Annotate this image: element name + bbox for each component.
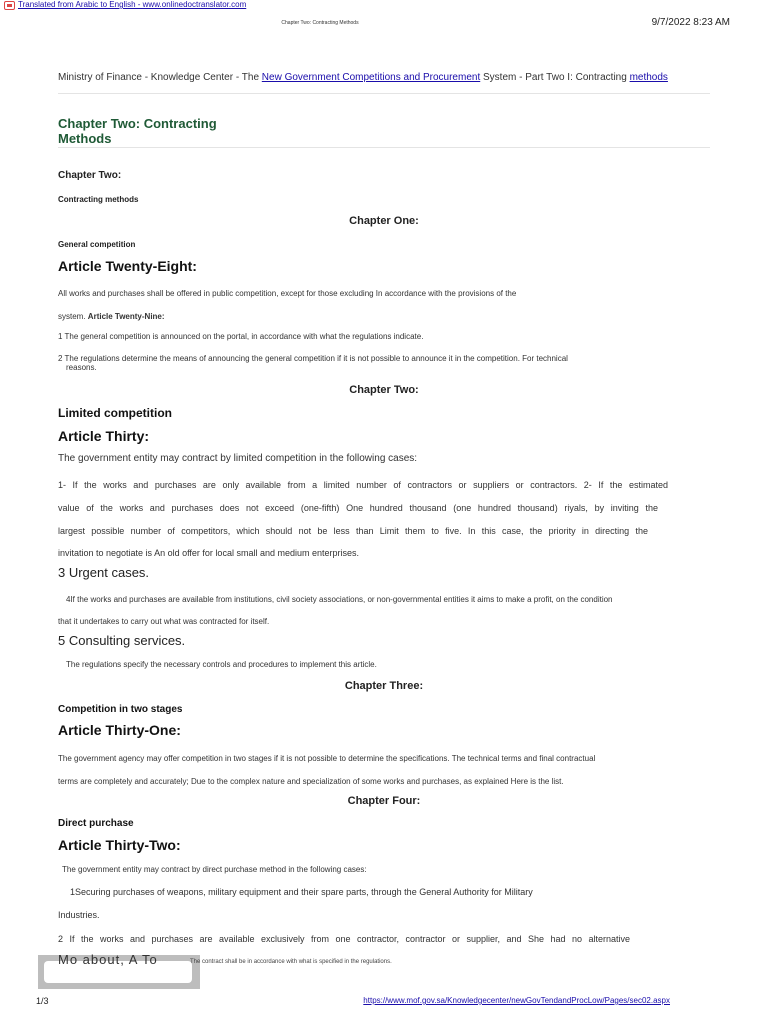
- chapter-three-heading: Chapter Three:: [344, 680, 424, 692]
- article-32-item-1: 1Securing purchases of weapons, military equipment and their spare parts, through the General Authority for Military: [70, 887, 533, 897]
- article-32-title: Article Thirty-Two:: [58, 837, 181, 853]
- breadcrumb-link-procurement[interactable]: New Government Competitions and Procurement: [261, 72, 481, 83]
- article-32-fragment: Mo about, A To: [58, 952, 158, 967]
- article-28-text: All works and purchases shall be offered in public competition, except for those excluding In accordance with the provisions of the: [58, 289, 517, 298]
- breadcrumb-link-methods[interactable]: methods: [629, 72, 668, 83]
- article-30-item-4: 4If the works and purchases are available from institutions, civil society associations, or non-governmental entities it aims to make a profit, on the condition: [66, 595, 613, 604]
- article-28-text-end: [58, 312, 165, 321]
- page-title: [58, 116, 258, 146]
- limited-competition-heading: Limited competition: [58, 406, 172, 420]
- translate-source-link[interactable]: Translated from Arabic to English - www.onlinedoctranslator.com: [18, 0, 247, 9]
- chapter-two-heading: Chapter Two:: [349, 384, 419, 396]
- article-32-item-1-end: Industries.: [58, 910, 100, 920]
- source-url-link[interactable]: https://www.mof.gov.sa/Knowledgecenter/newGovTendandProcLow/Pages/sec02.aspx: [363, 996, 670, 1005]
- article-29-item-1: 1 The general competition is announced on the portal, in accordance with what the regulations indicate.: [58, 332, 424, 341]
- divider: [58, 147, 710, 148]
- breadcrumb: [58, 72, 718, 83]
- article-30-para-line3: largest possible number of competitors, which should not be less than Limit them to five. In this case, the priority in directing the: [58, 526, 648, 536]
- chapter-two-label: Chapter Two:: [58, 170, 122, 181]
- article-32-item-2: 2 If the works and purchases are available exclusively from one contractor, contractor or supplier, and She had no alternative: [58, 934, 630, 944]
- general-competition-heading: General competition: [58, 240, 136, 249]
- print-datetime: 9/7/2022 8:23 AM: [651, 17, 730, 28]
- article-32-tail: The contract shall be in accordance with what is specified in the regulations.: [190, 959, 392, 965]
- breadcrumb-prefix: Ministry of Finance - Knowledge Center - The: [58, 72, 262, 83]
- article-30-para-line4: invitation to negotiate is An old offer for local small and medium enterprises.: [58, 548, 359, 558]
- article-28-title: Article Twenty-Eight:: [58, 258, 197, 274]
- article-28-text-2: system.: [58, 312, 86, 321]
- breadcrumb-contracting: : Contracting: [570, 72, 630, 83]
- article-30-para-line1: 1- If the works and purchases are only available from a limited number of contractors or suppliers or contractors. 2- If the estimated: [58, 480, 668, 490]
- page-number: 1/3: [36, 996, 49, 1006]
- article-29-item-2-end: reasons.: [66, 363, 97, 372]
- article-29-title: Article Twenty-Nine:: [87, 312, 165, 321]
- article-30-title: Article Thirty:: [58, 428, 150, 444]
- article-30-intro: The government entity may contract by limited competition in the following cases:: [58, 453, 418, 464]
- translate-icon: [4, 1, 15, 10]
- article-30-item-4-end: that it undertakes to carry out what was contracted for itself.: [58, 617, 270, 626]
- breadcrumb-part: - Part Two I: [516, 72, 571, 83]
- chapter-one-heading: Chapter One:: [349, 215, 419, 227]
- article-32-intro: The government entity may contract by direct purchase method in the following cases:: [62, 865, 367, 874]
- contracting-methods-heading: Contracting methods: [58, 195, 139, 204]
- page-title-line2: Methods: [58, 131, 112, 146]
- direct-purchase-heading: Direct purchase: [58, 818, 134, 829]
- article-30-para-line2: value of the works and purchases does not exceed (one-fifth) One hundred thousand (one hundred thousand) riyals, by inviting the: [58, 503, 658, 513]
- print-title: Chapter Two: Contracting Methods: [281, 20, 359, 26]
- divider: [58, 93, 710, 94]
- article-31-title: Article Thirty-One:: [58, 722, 181, 738]
- two-stage-heading: Competition in two stages: [58, 704, 183, 715]
- article-30-item-3: 3 Urgent cases.: [58, 565, 150, 580]
- article-31-para-line2: terms are completely and accurately; Due to the complex nature and specialization of some works and purchases, as explained Here is the list.: [58, 777, 564, 786]
- page-title-line1: Chapter Two: Contracting: [58, 116, 217, 131]
- article-30-item-5: 5 Consulting services.: [58, 633, 186, 648]
- article-30-regulations: The regulations specify the necessary controls and procedures to implement this article.: [66, 660, 377, 669]
- article-31-para-line1: The government agency may offer competition in two stages if it is not possible to determine the specifications. The technical terms and final contractual: [58, 754, 596, 763]
- breadcrumb-system: System: [480, 72, 517, 83]
- article-29-item-2: 2 The regulations determine the means of announcing the general competition if it is not possible to announce it in the competition. For technical: [58, 354, 568, 363]
- chapter-four-heading: Chapter Four:: [347, 795, 421, 807]
